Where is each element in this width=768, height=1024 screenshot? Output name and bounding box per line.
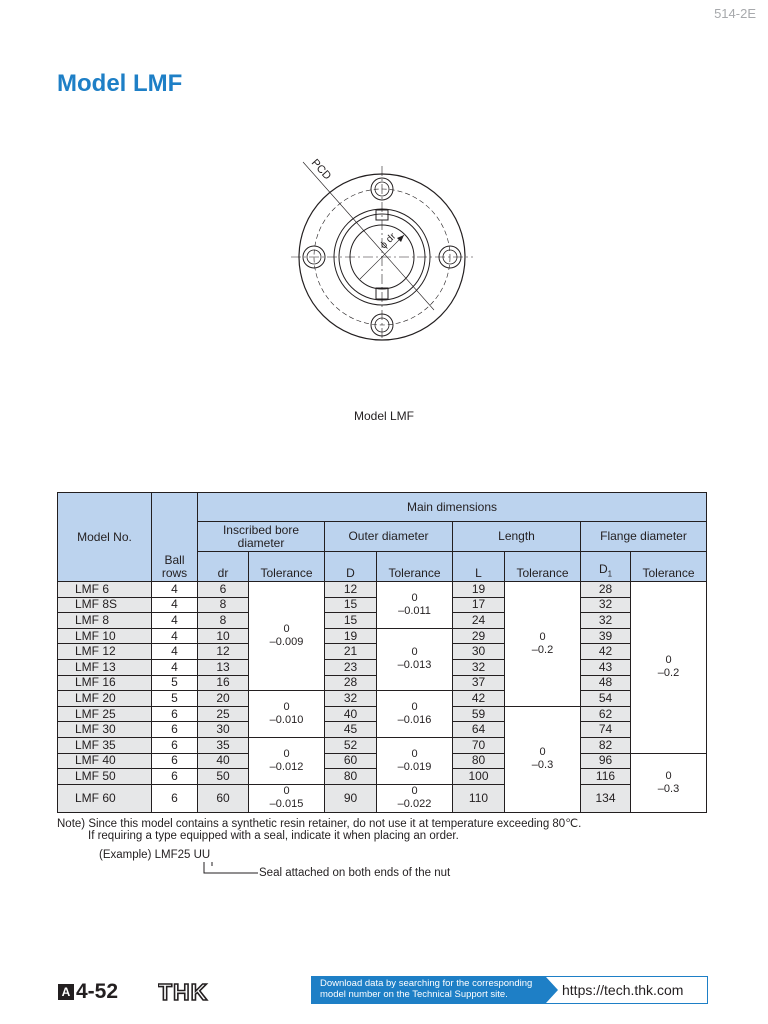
table-cell: LMF 13 [58, 659, 152, 675]
table-cell: 39 [581, 628, 631, 644]
tolerance-cell: 0 –0.3 [631, 753, 707, 812]
table-cell: 32 [581, 613, 631, 629]
support-url-link[interactable]: https://tech.thk.com [562, 982, 684, 998]
header-l: L [453, 552, 505, 582]
table-cell: 4 [152, 582, 198, 598]
table-cell: 21 [325, 644, 377, 660]
table-cell: 90 [325, 784, 377, 812]
table-cell: 29 [453, 628, 505, 644]
table-cell: LMF 35 [58, 737, 152, 753]
header-d: D [325, 552, 377, 582]
table-cell: 4 [152, 597, 198, 613]
note-line-1: Note) Since this model contains a synthetic resin retainer, do not use it at temperature exceeding 80℃. [57, 818, 582, 830]
table-cell: 5 [152, 675, 198, 691]
table-cell: 40 [325, 706, 377, 722]
table-row [58, 691, 707, 707]
table-cell: 32 [581, 597, 631, 613]
table-cell: 42 [581, 644, 631, 660]
table-cell: 59 [453, 706, 505, 722]
table-cell: 74 [581, 722, 631, 738]
svg-text:THK: THK [158, 980, 209, 1004]
table-cell: 4 [152, 659, 198, 675]
table-cell: 32 [325, 691, 377, 707]
table-cell: 5 [152, 691, 198, 707]
tolerance-cell: 0 –0.022 [377, 784, 453, 812]
table-cell: 70 [453, 737, 505, 753]
tolerance-cell: 0 –0.2 [505, 582, 581, 707]
table-cell: 4 [152, 628, 198, 644]
table-cell: 15 [325, 597, 377, 613]
table-cell: 82 [581, 737, 631, 753]
table-cell: 48 [581, 675, 631, 691]
header-main-dimensions: Main dimensions [198, 493, 707, 522]
table-cell: 28 [325, 675, 377, 691]
header-tolerance: Tolerance [377, 552, 453, 582]
table-cell: 96 [581, 753, 631, 769]
table-cell: 12 [198, 644, 249, 660]
table-cell: 6 [152, 784, 198, 812]
table-cell: 45 [325, 722, 377, 738]
tolerance-cell: 0 –0.011 [377, 582, 453, 629]
table-row [58, 628, 707, 644]
header-dr: dr [198, 552, 249, 582]
table-cell: 42 [453, 691, 505, 707]
table-cell: 12 [325, 582, 377, 598]
header-tolerance: Tolerance [631, 552, 707, 582]
table-cell: 6 [152, 706, 198, 722]
tolerance-cell: 0 –0.016 [377, 691, 453, 738]
table-cell: 116 [581, 769, 631, 785]
table-cell: 25 [198, 706, 249, 722]
bore-diameter-label: ϕ dr [378, 231, 399, 252]
page-number [58, 980, 118, 1004]
pcd-label: PCD [308, 156, 334, 183]
table-cell: 4 [152, 613, 198, 629]
table-cell: 52 [325, 737, 377, 753]
tolerance-cell: 0 –0.015 [249, 784, 325, 812]
table-cell: LMF 60 [58, 784, 152, 812]
seal-example: (Example) LMF25 UU [99, 849, 211, 861]
tolerance-cell: 0 –0.012 [249, 737, 325, 784]
header-ball-rows: Ball rows [152, 493, 198, 582]
header-length: Length [453, 522, 581, 552]
table-cell: 4 [152, 644, 198, 660]
header-row [58, 493, 707, 522]
table-cell: 19 [325, 628, 377, 644]
figure-caption: Model LMF [353, 409, 415, 423]
table-cell: LMF 50 [58, 769, 152, 785]
table-cell: 28 [581, 582, 631, 598]
table-cell: 6 [198, 582, 249, 598]
table-cell: 23 [325, 659, 377, 675]
table-cell: 6 [152, 737, 198, 753]
table-cell: LMF 25 [58, 706, 152, 722]
tolerance-cell: 0 –0.013 [377, 628, 453, 690]
table-cell: LMF 8S [58, 597, 152, 613]
table-cell: 60 [325, 753, 377, 769]
header-inscribed-bore: Inscribed bore diameter [198, 522, 325, 552]
table-cell: 20 [198, 691, 249, 707]
tolerance-cell: 0 –0.2 [631, 582, 707, 754]
table-row [58, 737, 707, 753]
table-cell: 15 [325, 613, 377, 629]
page-number-text: 4-52 [76, 980, 119, 1003]
table-cell: 64 [453, 722, 505, 738]
page-title: Model LMF [57, 70, 183, 97]
table-cell: 13 [198, 659, 249, 675]
tolerance-cell: 0 –0.3 [505, 706, 581, 812]
arrow-right-icon [546, 977, 558, 1003]
header-model-no: Model No. [58, 493, 152, 582]
table-cell: 24 [453, 613, 505, 629]
table-cell: LMF 8 [58, 613, 152, 629]
table-cell: LMF 10 [58, 628, 152, 644]
table-cell: 100 [453, 769, 505, 785]
table-cell: 80 [325, 769, 377, 785]
table-cell: 17 [453, 597, 505, 613]
table-cell: LMF 40 [58, 753, 152, 769]
tolerance-cell: 0 –0.019 [377, 737, 453, 784]
tolerance-cell: 0 –0.009 [249, 582, 325, 691]
flange-bushing-drawing [288, 152, 478, 342]
table-cell: 43 [581, 659, 631, 675]
banner-text: Download data by searching for the corresponding model number on the Technical Support site. [312, 977, 546, 1003]
table-row [58, 582, 707, 598]
table-cell: LMF 12 [58, 644, 152, 660]
header-d1: $D_1$ [581, 552, 631, 582]
table-cell: 6 [152, 769, 198, 785]
table-cell: 16 [198, 675, 249, 691]
note-line-2: If requiring a type equipped with a seal, indicate it when placing an order. [88, 830, 459, 842]
table-cell: 37 [453, 675, 505, 691]
table-cell: LMF 16 [58, 675, 152, 691]
table-cell: 134 [581, 784, 631, 812]
thk-logo [158, 980, 228, 1004]
table-cell: 62 [581, 706, 631, 722]
table-cell: 30 [453, 644, 505, 660]
table-cell: 32 [453, 659, 505, 675]
table-cell: 54 [581, 691, 631, 707]
table-note [57, 818, 581, 842]
table-cell: 8 [198, 597, 249, 613]
table-cell: 50 [198, 769, 249, 785]
table-cell: 110 [453, 784, 505, 812]
dimensions-table [57, 492, 707, 813]
table-cell: LMF 20 [58, 691, 152, 707]
header-tolerance: Tolerance [249, 552, 325, 582]
header-outer-diameter: Outer diameter [325, 522, 453, 552]
table-cell: 30 [198, 722, 249, 738]
seal-description: Seal attached on both ends of the nut [259, 867, 451, 879]
table-cell: 10 [198, 628, 249, 644]
seal-callout-line [200, 862, 258, 874]
table-cell: 80 [453, 753, 505, 769]
table-cell: 6 [152, 753, 198, 769]
header-flange-diameter: Flange diameter [581, 522, 707, 552]
table-cell: LMF 30 [58, 722, 152, 738]
table-cell: 19 [453, 582, 505, 598]
table-cell: 35 [198, 737, 249, 753]
table-cell: 6 [152, 722, 198, 738]
table-row [58, 784, 707, 812]
document-code: 514-2E [714, 6, 756, 21]
support-banner[interactable] [311, 976, 708, 1004]
table-cell: 60 [198, 784, 249, 812]
table-cell: 8 [198, 613, 249, 629]
table-cell: LMF 6 [58, 582, 152, 598]
table-cell: 40 [198, 753, 249, 769]
section-badge: A [58, 984, 74, 1000]
tolerance-cell: 0 –0.010 [249, 691, 325, 738]
header-tolerance: Tolerance [505, 552, 581, 582]
